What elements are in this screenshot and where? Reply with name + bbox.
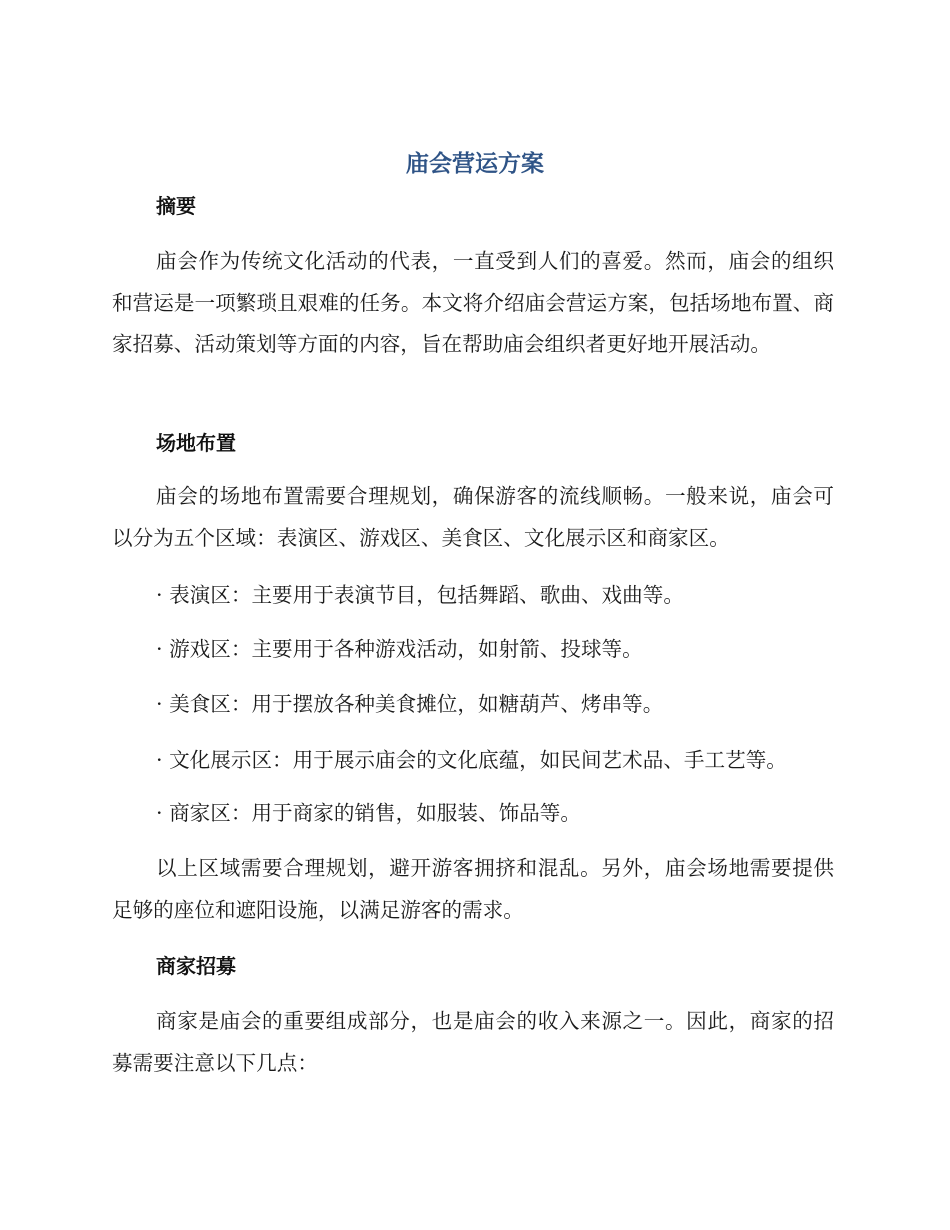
section-heading-abstract: 摘要: [156, 194, 196, 218]
venue-intro-paragraph: 庙会的场地布置需要合理规划，确保游客的流线顺畅。一般来说，庙会可以分为五个区域：表演区、游戏区、美食区、文化展示区和商家区。: [112, 484, 834, 550]
list-item-merchant-area: · 商家区：用于商家的销售，如服装、饰品等。: [156, 801, 581, 825]
list-item-game-area: · 游戏区：主要用于各种游戏活动，如射箭、投球等。: [156, 637, 643, 661]
list-item-culture-area: · 文化展示区：用于展示庙会的文化底蕴，如民间艺术品、手工艺等。: [156, 748, 787, 772]
list-item-performance-area: · 表演区：主要用于表演节目，包括舞蹈、歌曲、戏曲等。: [156, 583, 684, 607]
list-item-food-area: · 美食区：用于摆放各种美食摊位，如糖葫芦、烤串等。: [156, 692, 664, 716]
section-heading-merchant-recruitment: 商家招募: [156, 954, 236, 978]
section-heading-venue-layout: 场地布置: [156, 431, 236, 455]
venue-outro-paragraph: 以上区域需要合理规划，避开游客拥挤和混乱。另外，庙会场地需要提供足够的座位和遮阳设施，以满足游客的需求。: [112, 856, 834, 922]
merchant-paragraph: 商家是庙会的重要组成部分，也是庙会的收入来源之一。因此，商家的招募需要注意以下几点：: [112, 1009, 834, 1075]
document-title: 庙会营运方案: [406, 151, 544, 177]
abstract-paragraph: 庙会作为传统文化活动的代表，一直受到人们的喜爱。然而，庙会的组织和营运是一项繁琐且艰难的任务。本文将介绍庙会营运方案，包括场地布置、商家招募、活动策划等方面的内容，旨在帮助庙会组织者更好地开展活动。: [112, 249, 834, 356]
